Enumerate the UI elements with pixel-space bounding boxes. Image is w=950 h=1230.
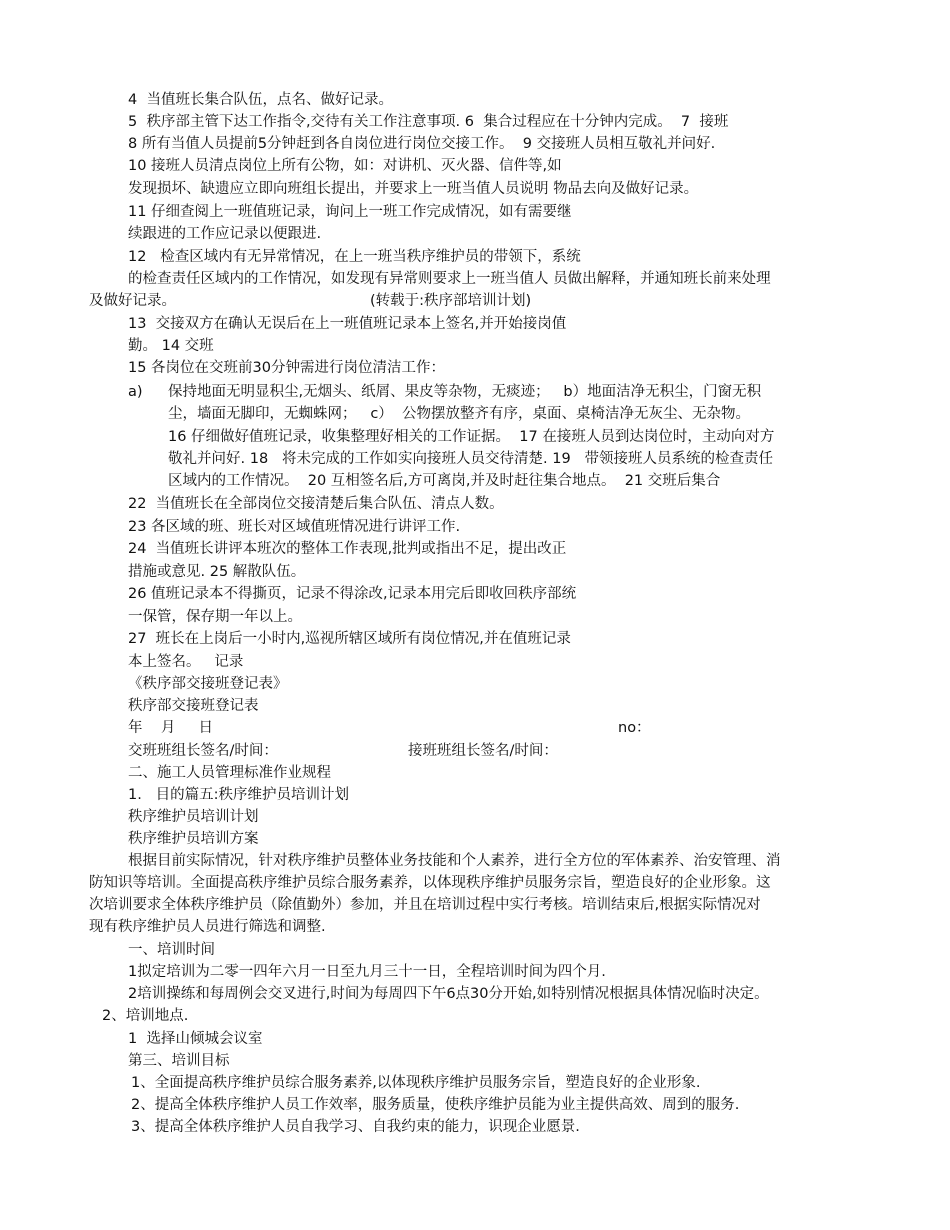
form-subtitle: 秩序部交接班登记表 bbox=[128, 698, 259, 714]
text-line: 敬礼并问好. 18 将未完成的工作如实向接班人员交待清楚. 19 带领接班人员系统的检查责任 bbox=[168, 451, 773, 467]
text-line: 措施或意见. 25 解散队伍。 bbox=[128, 564, 306, 580]
text-line: 尘，墙面无脚印，无蜘蛛网； c） 公物摆放整齐有序，桌面、桌椅洁净无灰尘、无杂物。 bbox=[168, 406, 751, 422]
source-note: (转载于:秩序部培训计划) bbox=[370, 293, 532, 309]
section-heading: 二、施工人员管理标准作业规程 bbox=[128, 765, 331, 781]
date-field-label: 年 月 日 bbox=[128, 720, 213, 736]
handover-signature-label: 交班班组长签名/时间： bbox=[128, 743, 278, 759]
text-line: 及做好记录。 bbox=[89, 293, 176, 309]
section-heading: 一、培训时间 bbox=[128, 942, 215, 958]
text-line: 16 仔细做好值班记录，收集整理好相关的工作证据。 17 在接班人员到达岗位时，主动向对方 bbox=[168, 429, 775, 445]
text-line: 24 当值班长讲评本班次的整体工作表现,批判或指出不足，提出改正 bbox=[128, 541, 567, 557]
text-line: 10 接班人员清点岗位上所有公物，如：对讲机、灭火器、信件等,如 bbox=[128, 158, 562, 174]
text-line: 一保管，保存期一年以上。 bbox=[128, 609, 302, 625]
section-heading: 第三、培训目标 bbox=[128, 1053, 230, 1069]
text-line: 1拟定培训为二零一四年六月一日至九月三十一日，全程培训时间为四个月. bbox=[128, 964, 606, 980]
text-line: 2、提高全体秩序维护人员工作效率，服务质量，使秩序维护员能为业主提供高效、周到的服务. bbox=[131, 1097, 740, 1113]
text-line: 1 选择山倾城会议室 bbox=[128, 1031, 263, 1047]
text-line: 4 当值班长集合队伍，点名、做好记录。 bbox=[128, 92, 393, 108]
text-line: 发现损坏、缺遗应立即向班组长提出，并要求上一班当值人员说明 物品去向及做好记录。 bbox=[128, 181, 699, 197]
form-title: 《秩序部交接班登记表》 bbox=[128, 676, 288, 692]
text-line: 秩序维护员培训方案 bbox=[128, 831, 259, 847]
text-line: 2培训操练和每周例会交叉进行,时间为每周四下午6点30分开始,如特别情况根据具体情况临时决定。 bbox=[128, 986, 769, 1002]
paragraph-line: 根据目前实际情况，针对秩序维护员整体业务技能和个人素养，进行全方位的军体素养、治安管理、消 bbox=[128, 853, 781, 869]
text-line: 区域内的工作情况。 20 互相签名后,方可离岗,并及时赶往集合地点。 21 交班后集合 bbox=[168, 473, 721, 489]
text-line: 勤。 14 交班 bbox=[128, 338, 214, 354]
text-line: 26 值班记录本不得撕页，记录不得涂改,记录本用完后即收回秩序部统 bbox=[128, 586, 577, 602]
text-line: 1. 目的篇五:秩序维护员培训计划 bbox=[128, 787, 350, 803]
text-line: 12 检查区域内有无异常情况，在上一班当秩序维护员的带领下，系统 bbox=[128, 249, 581, 265]
text-line: 13 交接双方在确认无误后在上一班值班记录本上签名,并开始接岗值 bbox=[128, 316, 567, 332]
text-line: 的检查责任区域内的工作情况，如发现有异常则要求上一班当值人 员做出解释，并通知班长前来处理 bbox=[128, 271, 771, 287]
text-line: 15 各岗位在交班前30分钟需进行岗位清洁工作： bbox=[128, 360, 446, 376]
text-line: 1、全面提高秩序维护员综合服务素养,以体现秩序维护员服务宗旨，塑造良好的企业形象. bbox=[131, 1075, 701, 1091]
text-line: 22 当值班长在全部岗位交接清楚后集合队伍、清点人数。 bbox=[128, 496, 504, 512]
text-line: 8 所有当值人员提前5分钟赶到各自岗位进行岗位交接工作。 9 交接班人员相互敬礼并问好. bbox=[128, 136, 716, 152]
text-line: 23 各区域的班、班长对区域值班情况进行讲评工作. bbox=[128, 519, 461, 535]
text-line: 续跟进的工作应记录以便跟进. bbox=[128, 226, 322, 242]
takeover-signature-label: 接班班组长签名/时间： bbox=[408, 743, 558, 759]
text-line: 5 秩序部主管下达工作指令,交待有关工作注意事项. 6 集合过程应在十分钟内完成。 7 接班 bbox=[128, 114, 729, 130]
section-heading: 2、培训地点. bbox=[102, 1008, 189, 1024]
paragraph-line: 次培训要求全体秩序维护员（除值勤外）参加，并且在培训过程中实行考核。培训结束后,根据实际情况对 bbox=[89, 897, 761, 913]
paragraph-line: 现有秩序维护员人员进行筛选和调整. bbox=[89, 919, 326, 935]
text-line: 本上签名。 记录 bbox=[128, 654, 244, 670]
number-field-label: no： bbox=[618, 720, 651, 736]
text-line: 保持地面无明显积尘,无烟头、纸屑、果皮等杂物，无痰迹； b）地面洁净无积尘，门窗无积 bbox=[168, 384, 762, 400]
text-line: 秩序维护员培训计划 bbox=[128, 809, 259, 825]
paragraph-line: 防知识等培训。全面提高秩序维护员综合服务素养，以体现秩序维护员服务宗旨，塑造良好的企业形象。这 bbox=[89, 875, 771, 891]
text-line: 3、提高全体秩序维护人员自我学习、自我约束的能力，识现企业愿景. bbox=[131, 1119, 580, 1135]
text-line: 27 班长在上岗后一小时内,巡视所辖区域所有岗位情况,并在值班记录 bbox=[128, 631, 571, 647]
list-marker: a) bbox=[128, 384, 143, 400]
text-line: 11 仔细查阅上一班值班记录，询问上一班工作完成情况，如有需要继 bbox=[128, 204, 572, 220]
